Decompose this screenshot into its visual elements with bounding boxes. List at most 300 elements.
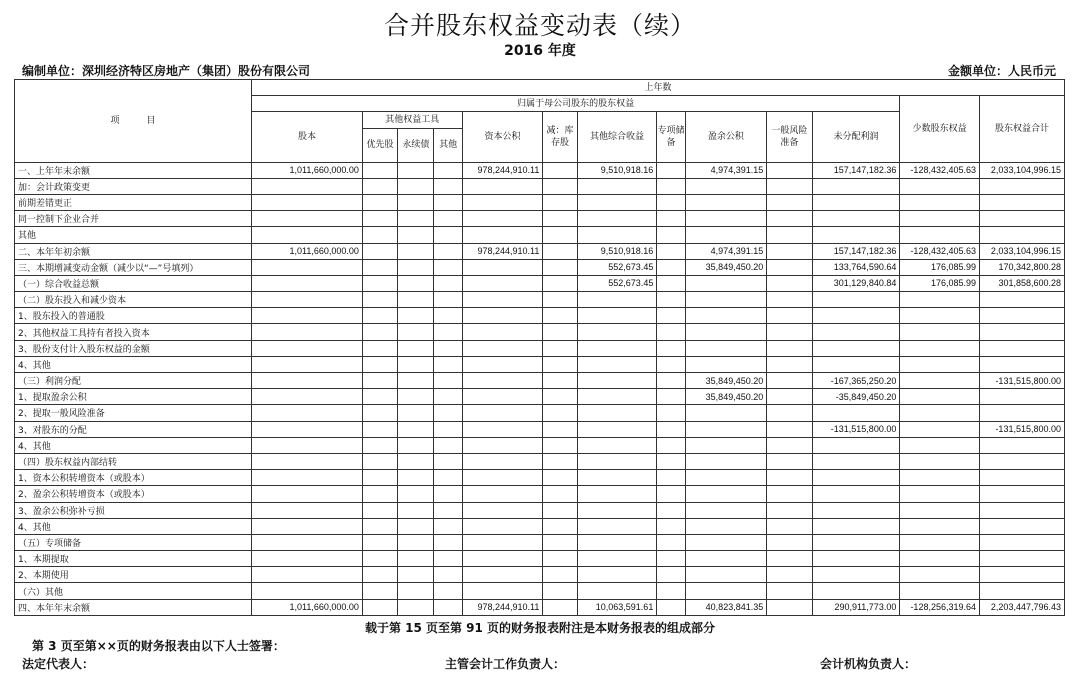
cell-value (812, 292, 900, 308)
cell-value (362, 211, 397, 227)
cell-value (398, 534, 434, 550)
cell-value (767, 551, 812, 567)
row-label: （四）股东权益内部结转 (15, 453, 252, 469)
header-preferred: 优先股 (362, 128, 397, 162)
cell-value (462, 373, 543, 389)
cell-value (398, 211, 434, 227)
cell-value (462, 340, 543, 356)
cell-value (362, 551, 397, 567)
header-other: 其他 (434, 128, 462, 162)
cell-value (900, 502, 980, 518)
cell-value (657, 453, 685, 469)
cell-value (980, 518, 1065, 534)
cell-value (767, 583, 812, 599)
cell-value (767, 599, 812, 615)
cell-value (767, 518, 812, 534)
cell-value (543, 292, 577, 308)
cell-value (543, 178, 577, 194)
row-label: 前期差错更正 (15, 194, 252, 210)
cell-value (767, 534, 812, 550)
cell-value (900, 178, 980, 194)
cell-value (767, 227, 812, 243)
cell-value (685, 567, 767, 583)
cell-value (398, 437, 434, 453)
cell-value: 4,974,391.15 (685, 162, 767, 178)
cell-value (543, 551, 577, 567)
cell-value (543, 421, 577, 437)
cell-value (577, 211, 657, 227)
cell-value (685, 405, 767, 421)
cell-value (362, 518, 397, 534)
cell-value (577, 486, 657, 502)
table-row (15, 340, 1065, 356)
cell-value (767, 243, 812, 259)
cell-value (462, 308, 543, 324)
cell-value (362, 308, 397, 324)
cell-value (767, 211, 812, 227)
cell-value (398, 599, 434, 615)
cell-value (434, 437, 462, 453)
cell-value (543, 259, 577, 275)
row-label: （五）专项储备 (15, 534, 252, 550)
footer-note: 载于第 15 页至第 91 页的财务报表附注是本财务报表的组成部分 (364, 621, 716, 635)
cell-value (577, 437, 657, 453)
cell-value (462, 453, 543, 469)
cell-value (398, 259, 434, 275)
cell-value (434, 162, 462, 178)
row-label: 2、本期使用 (15, 567, 252, 583)
cell-value (812, 340, 900, 356)
cell-value (462, 356, 543, 372)
cell-value (577, 518, 657, 534)
cell-value (657, 486, 685, 502)
cell-value (251, 389, 362, 405)
cell-value (251, 437, 362, 453)
cell-value (251, 470, 362, 486)
cell-value (767, 405, 812, 421)
cell-value (900, 421, 980, 437)
header-share-capital: 股本 (251, 112, 362, 162)
cell-value (362, 324, 397, 340)
header-total: 股东权益合计 (980, 96, 1065, 162)
cell-value (657, 340, 685, 356)
cell-value (980, 486, 1065, 502)
row-label: 1、提取盈余公积 (15, 389, 252, 405)
cell-value (685, 583, 767, 599)
table-row (15, 243, 1065, 259)
cell-value (900, 227, 980, 243)
cell-value (434, 389, 462, 405)
cell-value (657, 308, 685, 324)
cell-value: 1,011,660,000.00 (251, 243, 362, 259)
cell-value (900, 453, 980, 469)
cell-value (398, 243, 434, 259)
cell-value (980, 389, 1065, 405)
table-body (15, 162, 1065, 615)
cell-value (980, 194, 1065, 210)
cell-value (362, 599, 397, 615)
cell-value (577, 308, 657, 324)
cell-value (543, 599, 577, 615)
cell-value (900, 373, 980, 389)
cell-value (657, 583, 685, 599)
cell-value (398, 340, 434, 356)
cell-value (900, 211, 980, 227)
cell-value (812, 567, 900, 583)
cell-value (657, 518, 685, 534)
cell-value (462, 178, 543, 194)
cell-value (398, 324, 434, 340)
table-row (15, 486, 1065, 502)
cell-value (657, 292, 685, 308)
cell-value (462, 211, 543, 227)
table-row (15, 551, 1065, 567)
cell-value (362, 259, 397, 275)
cell-value (685, 534, 767, 550)
cell-value (434, 405, 462, 421)
cell-value (767, 567, 812, 583)
cell-value (657, 421, 685, 437)
cell-value (462, 486, 543, 502)
cell-value (434, 599, 462, 615)
cell-value (657, 599, 685, 615)
cell-value (812, 308, 900, 324)
cell-value (900, 389, 980, 405)
row-label: 2、其他权益工具持有者投入资本 (15, 324, 252, 340)
cell-value (462, 534, 543, 550)
row-label: 3、股份支付计入股东权益的金额 (15, 340, 252, 356)
signature-line: 第 3 页至第××页的财务报表由以下人士签署： (32, 639, 285, 653)
cell-value (767, 356, 812, 372)
table-row (15, 259, 1065, 275)
table-row (15, 178, 1065, 194)
cell-value (362, 486, 397, 502)
cell-value (543, 453, 577, 469)
cell-value (362, 567, 397, 583)
cell-value (685, 356, 767, 372)
cell-value (362, 421, 397, 437)
cell-value: 35,849,450.20 (685, 373, 767, 389)
header-other-equity-tools: 其他权益工具 (362, 112, 462, 128)
cell-value (980, 437, 1065, 453)
cell-value (767, 194, 812, 210)
cell-value (900, 308, 980, 324)
cell-value (462, 437, 543, 453)
cell-value (685, 211, 767, 227)
cell-value: 170,342,800.28 (980, 259, 1065, 275)
cell-value (812, 534, 900, 550)
cell-value (685, 551, 767, 567)
cell-value: 9,510,918.16 (577, 162, 657, 178)
cell-value (767, 389, 812, 405)
cell-value (398, 486, 434, 502)
cell-value (462, 583, 543, 599)
cell-value (543, 567, 577, 583)
cell-value (767, 373, 812, 389)
cell-value (543, 518, 577, 534)
table-row (15, 308, 1065, 324)
cell-value (251, 324, 362, 340)
cell-value: 978,244,910.11 (462, 599, 543, 615)
cell-value (657, 162, 685, 178)
cell-value (398, 583, 434, 599)
cell-value (462, 227, 543, 243)
cell-value (362, 453, 397, 469)
cell-value (657, 373, 685, 389)
cell-value (812, 356, 900, 372)
cell-value (543, 162, 577, 178)
cell-value (362, 356, 397, 372)
cell-value (900, 583, 980, 599)
table-row (15, 389, 1065, 405)
cell-value (543, 194, 577, 210)
row-label: 3、盈余公积弥补亏损 (15, 502, 252, 518)
cell-value (980, 211, 1065, 227)
header-oci: 其他综合收益 (577, 112, 657, 162)
cell-value (767, 502, 812, 518)
cell-value: -167,365,250.20 (812, 373, 900, 389)
cell-value (980, 308, 1065, 324)
cell-value (398, 405, 434, 421)
cell-value (980, 227, 1065, 243)
cell-value (362, 227, 397, 243)
cell-value: 176,085.99 (900, 275, 980, 291)
cell-value (362, 162, 397, 178)
cell-value (577, 551, 657, 567)
table-row (15, 567, 1065, 583)
cell-value (543, 373, 577, 389)
cell-value (980, 178, 1065, 194)
cell-value (767, 162, 812, 178)
cell-value (900, 534, 980, 550)
cell-value (980, 470, 1065, 486)
cell-value (434, 178, 462, 194)
cell-value (462, 567, 543, 583)
cell-value (362, 405, 397, 421)
cell-value: -35,849,450.20 (812, 389, 900, 405)
cell-value (767, 486, 812, 502)
cell-value (462, 421, 543, 437)
cell-value (685, 518, 767, 534)
cell-value: 978,244,910.11 (462, 243, 543, 259)
cell-value: 133,764,590.64 (812, 259, 900, 275)
cell-value: 9,510,918.16 (577, 243, 657, 259)
cell-value (251, 421, 362, 437)
cell-value (577, 340, 657, 356)
cell-value (398, 502, 434, 518)
cell-value (685, 421, 767, 437)
cell-value (543, 470, 577, 486)
table-row (15, 356, 1065, 372)
table-row (15, 194, 1065, 210)
cell-value (657, 470, 685, 486)
cell-value (577, 373, 657, 389)
cell-value (251, 502, 362, 518)
cell-value (577, 178, 657, 194)
cell-value (543, 340, 577, 356)
cell-value (434, 340, 462, 356)
table-row (15, 502, 1065, 518)
cell-value (543, 502, 577, 518)
cell-value (251, 373, 362, 389)
cell-value (980, 551, 1065, 567)
cell-value (900, 292, 980, 308)
cell-value: 301,858,600.28 (980, 275, 1065, 291)
table-row (15, 421, 1065, 437)
cell-value: 40,823,841.35 (685, 599, 767, 615)
report-year: 2016 年度 (504, 43, 576, 59)
accounting-head: 主管会计工作负责人： (445, 657, 566, 671)
table-row (15, 518, 1065, 534)
cell-value (462, 405, 543, 421)
cell-value (685, 324, 767, 340)
row-label: 4、其他 (15, 518, 252, 534)
row-label: 三、本期增减变动金额（减少以“—”号填列） (15, 259, 252, 275)
cell-value (657, 389, 685, 405)
cell-value (685, 178, 767, 194)
currency-unit: 金额单位：人民币元 (947, 64, 1056, 78)
cell-value (398, 551, 434, 567)
cell-value (434, 373, 462, 389)
header-item: 项 目 (15, 80, 252, 163)
cell-value (434, 194, 462, 210)
cell-value (657, 437, 685, 453)
table-row (15, 324, 1065, 340)
cell-value (767, 178, 812, 194)
cell-value (398, 308, 434, 324)
cell-value (543, 389, 577, 405)
cell-value (543, 534, 577, 550)
cell-value (900, 567, 980, 583)
row-label: 其他 (15, 227, 252, 243)
cell-value (657, 275, 685, 291)
cell-value (462, 275, 543, 291)
row-label: （二）股东投入和减少资本 (15, 292, 252, 308)
cell-value (462, 518, 543, 534)
cell-value (685, 275, 767, 291)
row-label: 二、本年年初余额 (15, 243, 252, 259)
cell-value: -128,432,405.63 (900, 162, 980, 178)
cell-value (812, 486, 900, 502)
cell-value (767, 340, 812, 356)
cell-value (251, 308, 362, 324)
cell-value (462, 194, 543, 210)
cell-value: 157,147,182.36 (812, 243, 900, 259)
report-title: 合并股东权益变动表（续） (383, 11, 696, 40)
cell-value (812, 518, 900, 534)
cell-value (812, 194, 900, 210)
cell-value (767, 292, 812, 308)
cell-value (398, 227, 434, 243)
header-surplus: 盈余公积 (685, 112, 767, 162)
cell-value (251, 583, 362, 599)
cell-value (812, 437, 900, 453)
cell-value (462, 259, 543, 275)
cell-value (462, 470, 543, 486)
cell-value (251, 453, 362, 469)
cell-value (657, 567, 685, 583)
cell-value (543, 486, 577, 502)
cell-value: 1,011,660,000.00 (251, 599, 362, 615)
cell-value (577, 567, 657, 583)
cell-value (980, 324, 1065, 340)
cell-value (657, 356, 685, 372)
cell-value (577, 421, 657, 437)
table-row (15, 211, 1065, 227)
cell-value (251, 518, 362, 534)
cell-value (362, 292, 397, 308)
cell-value (685, 470, 767, 486)
cell-value (434, 356, 462, 372)
cell-value: 176,085.99 (900, 259, 980, 275)
cell-value (685, 453, 767, 469)
cell-value: -131,515,800.00 (980, 421, 1065, 437)
cell-value (251, 551, 362, 567)
cell-value (251, 292, 362, 308)
cell-value (657, 551, 685, 567)
cell-value (812, 470, 900, 486)
cell-value (543, 243, 577, 259)
cell-value: 35,849,450.20 (685, 259, 767, 275)
cell-value (900, 324, 980, 340)
cell-value (398, 292, 434, 308)
accounting-dept-head: 会计机构负责人： (820, 657, 917, 671)
cell-value (657, 324, 685, 340)
cell-value (434, 583, 462, 599)
cell-value: -128,256,319.64 (900, 599, 980, 615)
table-row (15, 534, 1065, 550)
cell-value (251, 356, 362, 372)
cell-value (251, 211, 362, 227)
cell-value (767, 308, 812, 324)
cell-value (980, 567, 1065, 583)
table-row (15, 405, 1065, 421)
cell-value (434, 567, 462, 583)
cell-value (767, 275, 812, 291)
cell-value (398, 356, 434, 372)
row-label: （一）综合收益总额 (15, 275, 252, 291)
row-label: 一、上年年末余额 (15, 162, 252, 178)
cell-value (434, 243, 462, 259)
cell-value (362, 373, 397, 389)
cell-value (657, 194, 685, 210)
cell-value (812, 227, 900, 243)
row-label: 4、其他 (15, 437, 252, 453)
cell-value: 1,011,660,000.00 (251, 162, 362, 178)
header-treasury: 减：库存股 (543, 112, 577, 162)
cell-value: 2,033,104,996.15 (980, 243, 1065, 259)
cell-value (812, 453, 900, 469)
cell-value (812, 551, 900, 567)
cell-value (434, 551, 462, 567)
cell-value (434, 518, 462, 534)
cell-value (434, 292, 462, 308)
cell-value (462, 389, 543, 405)
cell-value (657, 243, 685, 259)
cell-value (434, 259, 462, 275)
cell-value (980, 534, 1065, 550)
cell-value (900, 340, 980, 356)
cell-value: 35,849,450.20 (685, 389, 767, 405)
cell-value (398, 453, 434, 469)
cell-value (251, 178, 362, 194)
cell-value (434, 211, 462, 227)
cell-value (398, 162, 434, 178)
cell-value (657, 178, 685, 194)
row-label: （三）利润分配 (15, 373, 252, 389)
cell-value (362, 583, 397, 599)
cell-value (462, 551, 543, 567)
